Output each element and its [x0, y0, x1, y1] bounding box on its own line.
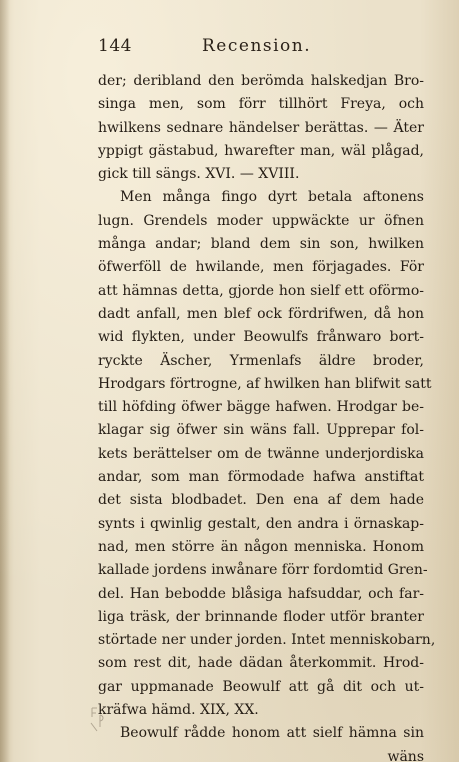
text-line: Hrodgars förtrogne, af hwilken han blifwit satt	[98, 375, 432, 392]
text-line: Beowulf rådde honom att sielf hämna sin	[120, 725, 424, 742]
text-line: andar, som man förmodade hafwa anstiftat	[98, 469, 424, 486]
text-line: det sista blodbadet. Den ena af dem hade	[98, 492, 424, 509]
text-line: del. Han bebodde blåsiga hafsuddar, och far-	[98, 585, 424, 602]
text-line: gick till sängs. XVI. — XVIII.	[98, 166, 300, 183]
text-line: kets berättelser om de twänne underjordiska	[98, 445, 424, 462]
text-line: kallade jordens inwånare förr fordomtid Gren-	[98, 562, 428, 579]
text-line: synts i qwinlig gestalt, den andra i örnaskap-	[98, 515, 424, 532]
text-line: singa men, som förr tillhört Freya, och	[98, 96, 424, 113]
text-line: liga träsk, der brinnande floder utför branter	[98, 608, 424, 625]
text-line: som rest dit, hade dädan återkommit. Hrod-	[98, 655, 424, 672]
text-line: lugn. Grendels moder uppwäckte ur öfnen	[98, 212, 424, 229]
text-line: yppigt gästabud, hwarefter man, wäl plågad,	[98, 142, 424, 159]
running-head: Recension.	[202, 36, 312, 56]
text-line: till höfding öfwer bägge hafwen. Hrodgar be-	[98, 399, 424, 416]
text-line: der; deribland den berömda halskedjan Bro-	[98, 73, 424, 89]
text-line: att hämnas detta, gjorde hon sielf ett oförmo-	[98, 282, 424, 299]
text-line: hwilkens sednare händelser berättas. — Äter	[98, 119, 424, 136]
text-line: många andar; bland dem sin son, hwilken	[98, 236, 424, 253]
page-number: 144	[98, 36, 132, 56]
faint-bleedthrough-mark	[88, 705, 108, 733]
page-gutter-shadow	[0, 0, 10, 762]
text-line: klagar sig öfwer sin wäns fall. Upprepar fol-	[98, 422, 424, 439]
text-line: wid flykten, under Beowulfs frånwaro bort-	[98, 329, 424, 346]
text-line: kräfwa hämd. XIX, XX.	[98, 702, 259, 719]
page-header	[98, 36, 420, 60]
text-line: nad, men större än någon menniska. Honom	[98, 538, 424, 555]
text-line: ryckte Äscher, Yrmenlafs äldre broder,	[98, 352, 424, 369]
text-body	[98, 70, 436, 762]
text-line: störtade ner under jorden. Intet menniskobarn,	[98, 632, 436, 649]
text-line: gar uppmanade Beowulf att gå dit och ut-	[98, 678, 424, 695]
text-line: öfwerföll de hwilande, men förjagades. För	[98, 259, 424, 276]
text-line: dadt anfall, men blef ock fördrifwen, då hon	[98, 305, 424, 322]
text-line: wäns	[387, 748, 424, 762]
text-line: Men många fingo dyrt betala aftonens	[120, 189, 424, 206]
